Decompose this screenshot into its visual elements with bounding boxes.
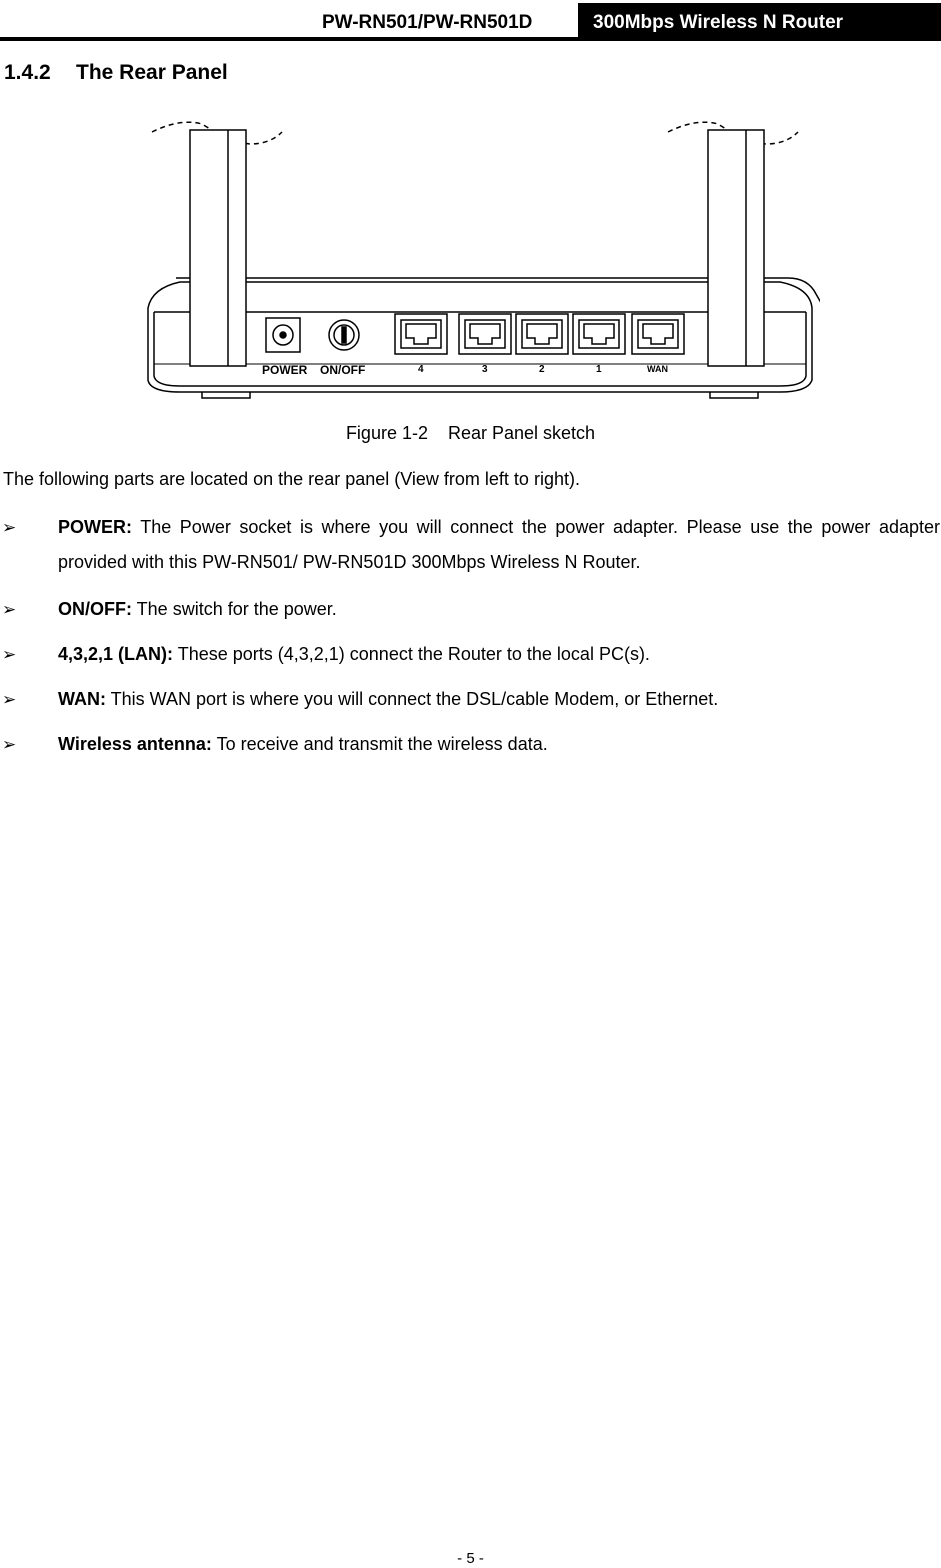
right-antenna: [708, 130, 764, 366]
left-antenna: [190, 130, 246, 366]
item-text: The Power socket is where you will connect the power adapter. Please use the power adapter provided with this PW-RN501/ PW-RN501D 300Mbps Wireless N Router.: [58, 517, 940, 572]
page-header: [0, 0, 941, 42]
lan-port-4: [395, 314, 447, 354]
arrow-bullet-icon: ➢: [2, 735, 17, 754]
arrow-bullet-icon: ➢: [2, 690, 17, 709]
section-number: 1.4.2: [4, 61, 51, 84]
arrow-bullet-icon: ➢: [2, 600, 17, 619]
onoff-label: ON/OFF: [320, 363, 366, 377]
right-foot: [710, 392, 758, 398]
lan-port-1: [573, 314, 625, 354]
port1-label: 1: [596, 364, 602, 375]
lan-port-2: [516, 314, 568, 354]
header-rule: [0, 37, 941, 41]
section-title: The Rear Panel: [76, 61, 228, 84]
page-number: - 5 -: [457, 1550, 484, 1567]
port2-label: 2: [539, 364, 545, 375]
port4-label: 4: [418, 364, 424, 375]
item-term: ON/OFF:: [58, 599, 132, 619]
rear-panel-sketch: [140, 112, 820, 412]
intro-paragraph: The following parts are located on the rear panel (View from left to right).: [3, 469, 580, 489]
item-text: The switch for the power.: [132, 599, 337, 619]
section-heading: [4, 61, 228, 85]
figure-caption: Figure 1-2 Rear Panel sketch: [345, 423, 596, 443]
item-term: 4,3,2,1 (LAN):: [58, 644, 174, 664]
left-foot: [202, 392, 250, 398]
power-label: POWER: [262, 363, 308, 377]
port3-label: 3: [482, 364, 488, 375]
item-term: POWER:: [58, 517, 132, 537]
arrow-bullet-icon: ➢: [2, 518, 17, 537]
header-model: PW-RN501/PW-RN501D: [322, 12, 533, 33]
item-text: These ports (4,3,2,1) connect the Router to the local PC(s).: [173, 644, 650, 664]
header-product: 300Mbps Wireless N Router: [593, 12, 844, 33]
item-text: To receive and transmit the wireless data.: [211, 734, 548, 754]
item-term: WAN:: [58, 689, 106, 709]
wan-label: WAN: [647, 364, 668, 374]
lan-port-3: [459, 314, 511, 354]
wan-port: [632, 314, 684, 354]
item-text: This WAN port is where you will connect the DSL/cable Modem, or Ethernet.: [106, 689, 719, 709]
item-term: Wireless antenna:: [58, 734, 212, 754]
arrow-bullet-icon: ➢: [2, 645, 17, 664]
